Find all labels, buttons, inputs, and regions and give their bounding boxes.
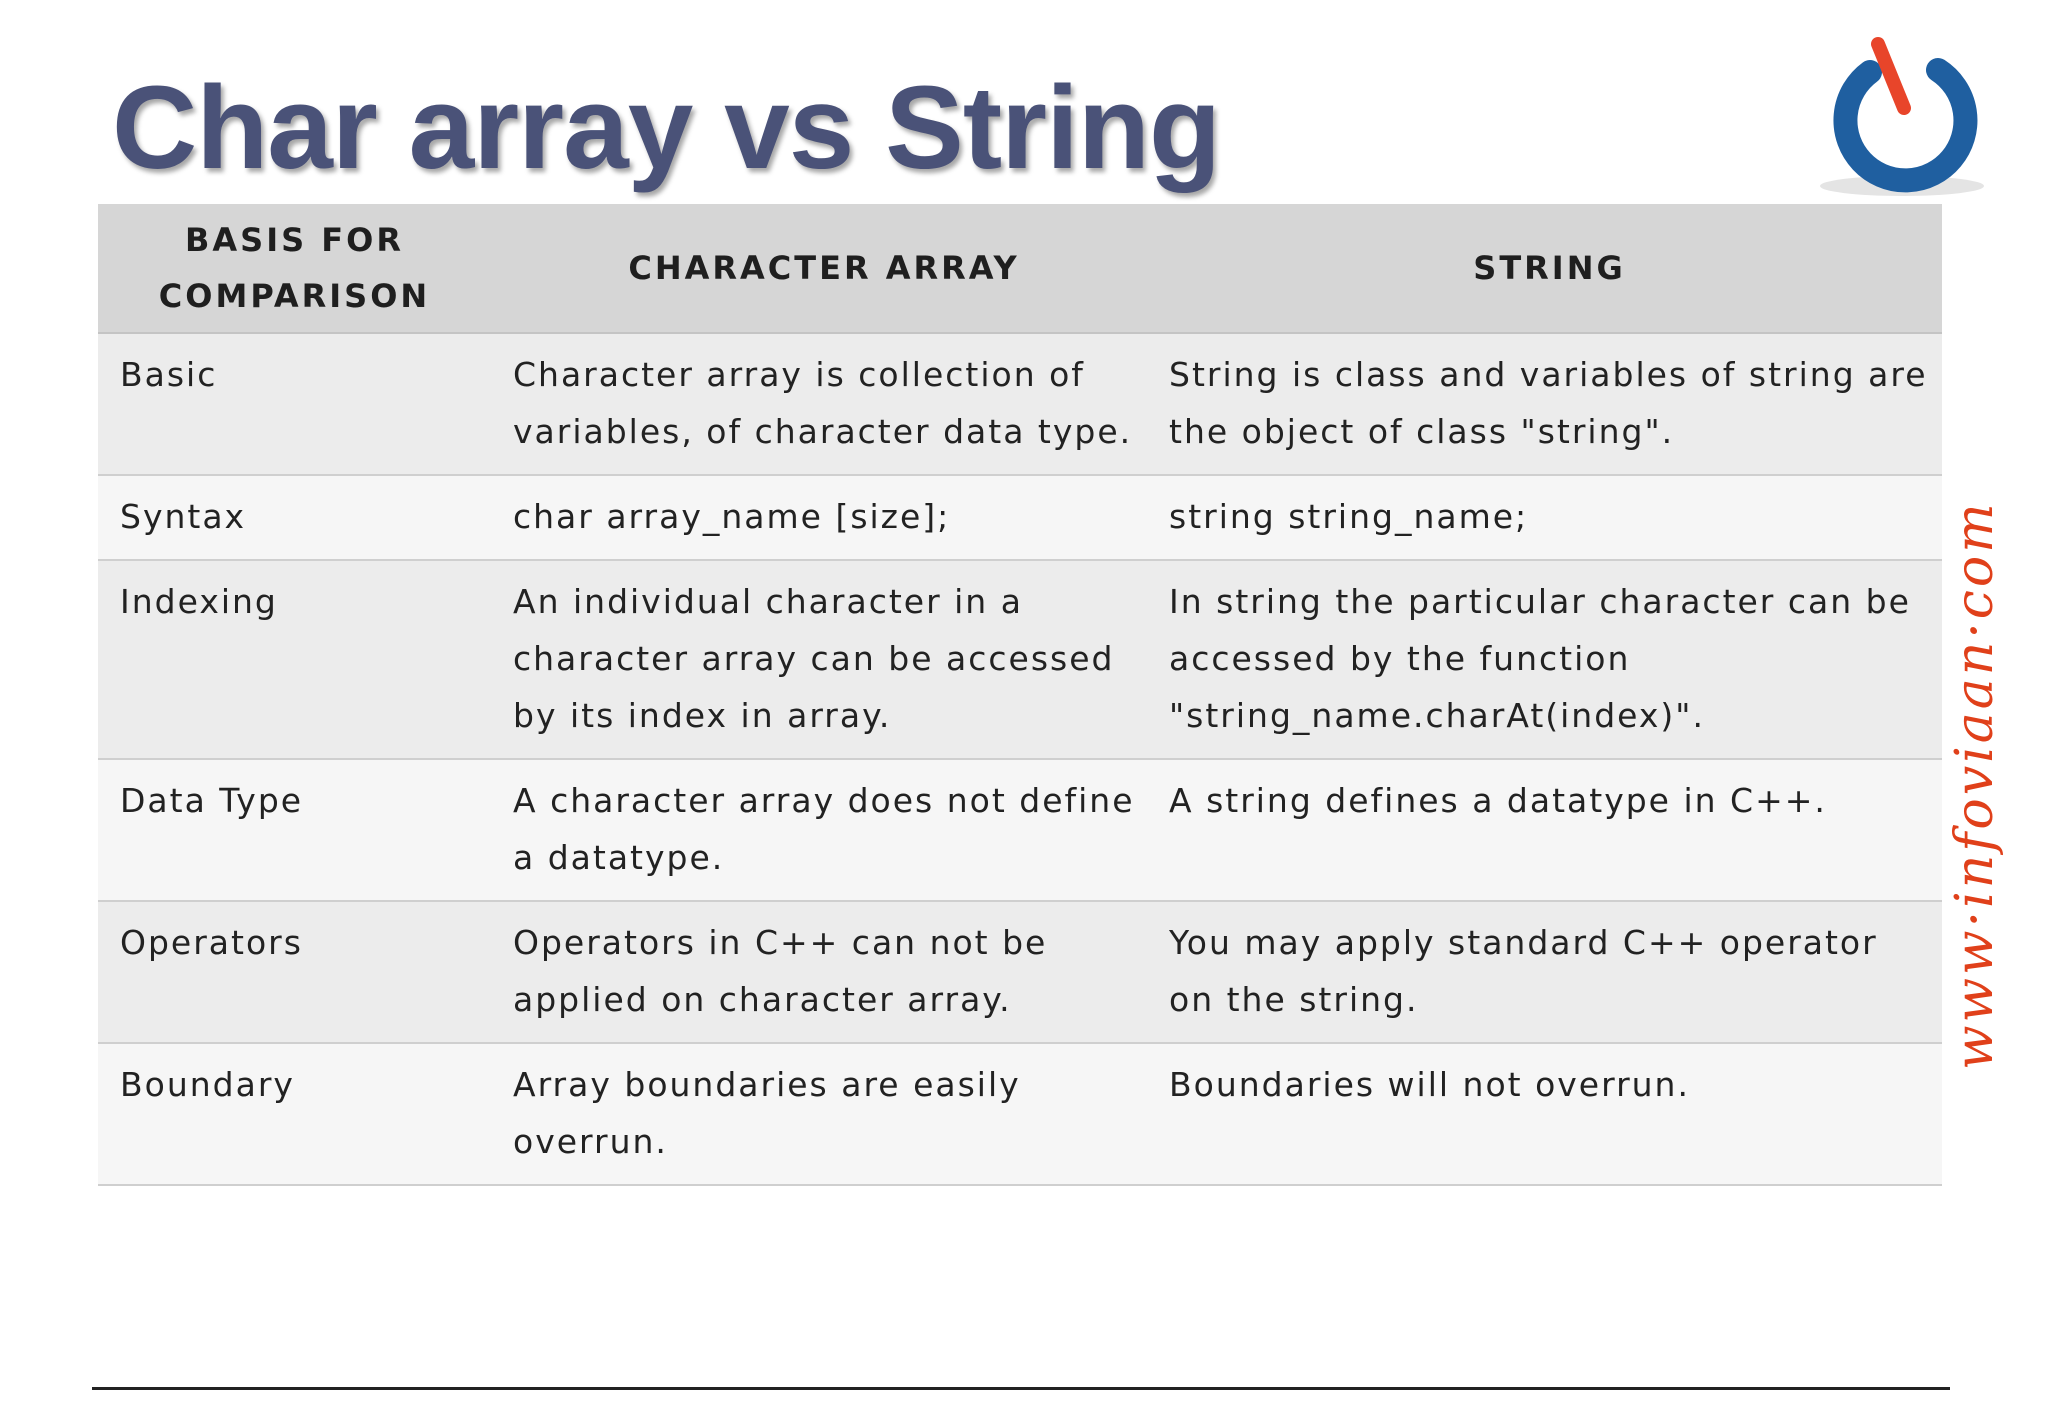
- table-row: [98, 901, 1942, 1043]
- row-char-array: A character array does not define a datatype.: [491, 759, 1157, 901]
- row-string: You may apply standard C++ operator on the string.: [1157, 901, 1942, 1043]
- row-string: String is class and variables of string are the object of class "string".: [1157, 333, 1942, 475]
- table-header-row: [98, 204, 1942, 333]
- row-char-array: Operators in C++ can not be applied on character array.: [491, 901, 1157, 1043]
- row-char-array: Array boundaries are easily overrun.: [491, 1043, 1157, 1185]
- comparison-table: [98, 204, 1942, 1186]
- logo: [1800, 34, 2000, 204]
- header-string: STRING: [1157, 204, 1942, 333]
- table-row: [98, 560, 1942, 759]
- power-icon: [1800, 34, 2000, 204]
- row-basis: Basic: [98, 333, 491, 475]
- bottom-divider: [92, 1387, 1950, 1390]
- row-string: string string_name;: [1157, 475, 1942, 560]
- header-basis: BASIS FOR COMPARISON: [98, 204, 491, 333]
- row-string: Boundaries will not overrun.: [1157, 1043, 1942, 1185]
- row-char-array: An individual character in a character array can be accessed by its index in array.: [491, 560, 1157, 759]
- row-basis: Data Type: [98, 759, 491, 901]
- table-row: [98, 1043, 1942, 1185]
- comparison-table-container: [98, 204, 1942, 1186]
- watermark-text: www·infoviaan·com: [1945, 500, 2005, 1070]
- header-character-array: CHARACTER ARRAY: [491, 204, 1157, 333]
- row-basis: Syntax: [98, 475, 491, 560]
- row-basis: Operators: [98, 901, 491, 1043]
- table-row: [98, 759, 1942, 901]
- table-row: [98, 333, 1942, 475]
- table-row: [98, 475, 1942, 560]
- row-char-array: char array_name [size];: [491, 475, 1157, 560]
- row-char-array: Character array is collection of variables, of character data type.: [491, 333, 1157, 475]
- row-basis: Indexing: [98, 560, 491, 759]
- row-string: A string defines a datatype in C++.: [1157, 759, 1942, 901]
- row-basis: Boundary: [98, 1043, 491, 1185]
- page-title: Char array vs String: [112, 62, 1221, 194]
- row-string: In string the particular character can be accessed by the function "string_name.charAt(index)".: [1157, 560, 1942, 759]
